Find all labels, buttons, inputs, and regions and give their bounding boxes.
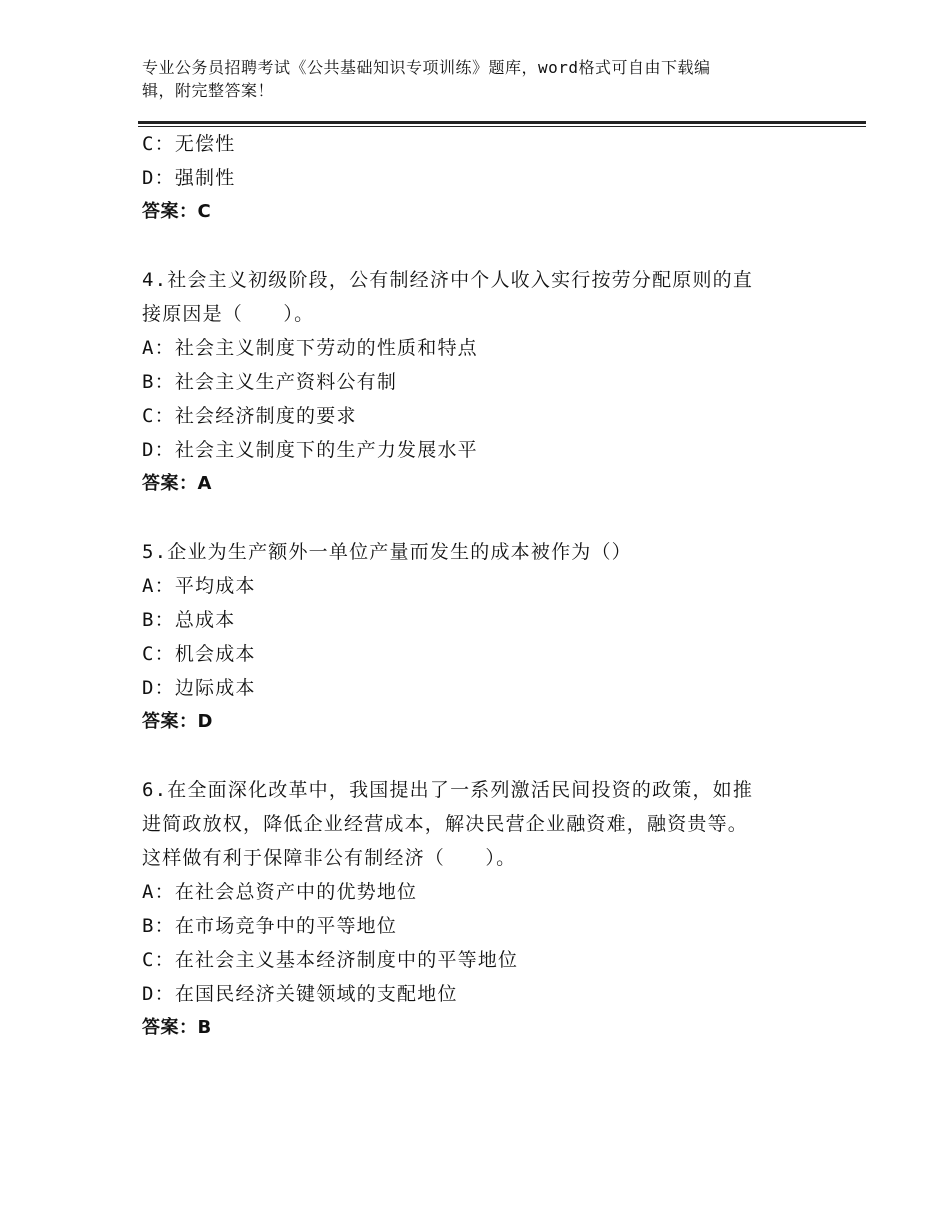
answer-label: 答案：D [142,711,213,732]
option-a: A：在社会总资产中的优势地位 [142,881,418,903]
question-stem-line: 这样做有利于保障非公有制经济（ ）。 [142,847,517,869]
document-header [142,56,802,102]
option-b: B：在市场竞争中的平等地位 [142,915,398,937]
option-a: A：平均成本 [142,575,256,597]
question-4 [142,263,822,501]
question-stem-line: 接原因是（ ）。 [142,303,315,325]
option-c: C：机会成本 [142,643,256,665]
option-d: D：强制性 [142,167,236,189]
answer-label: 答案：B [142,1017,212,1038]
option-a: A：社会主义制度下劳动的性质和特点 [142,337,478,359]
header-line-2: 辑，附完整答案！ [142,81,275,100]
answer-label: 答案：C [142,201,212,222]
question-stem-line: 进简政放权，降低企业经营成本，解决民营企业融资难，融资贵等。 [142,813,749,835]
spacer [142,739,822,773]
option-d: D：社会主义制度下的生产力发展水平 [142,439,478,461]
answer-label: 答案：A [142,473,212,494]
header-divider-thick [138,121,866,124]
question-6 [142,773,822,1045]
option-d: D：边际成本 [142,677,256,699]
option-d: D：在国民经济关键领域的支配地位 [142,983,458,1005]
header-line-1: 专业公务员招聘考试《公共基础知识专项训练》题库，word格式可自由下载编 [142,58,711,77]
option-c: C：社会经济制度的要求 [142,405,357,427]
option-b: B：社会主义生产资料公有制 [142,371,398,393]
option-c: C：无偿性 [142,133,236,155]
question-content [142,127,822,1045]
option-b: B：总成本 [142,609,236,631]
question-3-continued [142,127,822,229]
option-c: C：在社会主义基本经济制度中的平等地位 [142,949,519,971]
question-stem-line: 5.企业为生产额外一单位产量而发生的成本被作为（） [142,541,632,563]
question-stem-line: 4.社会主义初级阶段，公有制经济中个人收入实行按劳分配原则的直 [142,269,754,291]
spacer [142,501,822,535]
question-5 [142,535,822,739]
spacer [142,229,822,263]
question-stem-line: 6.在全面深化改革中，我国提出了一系列激活民间投资的政策，如推 [142,779,754,801]
